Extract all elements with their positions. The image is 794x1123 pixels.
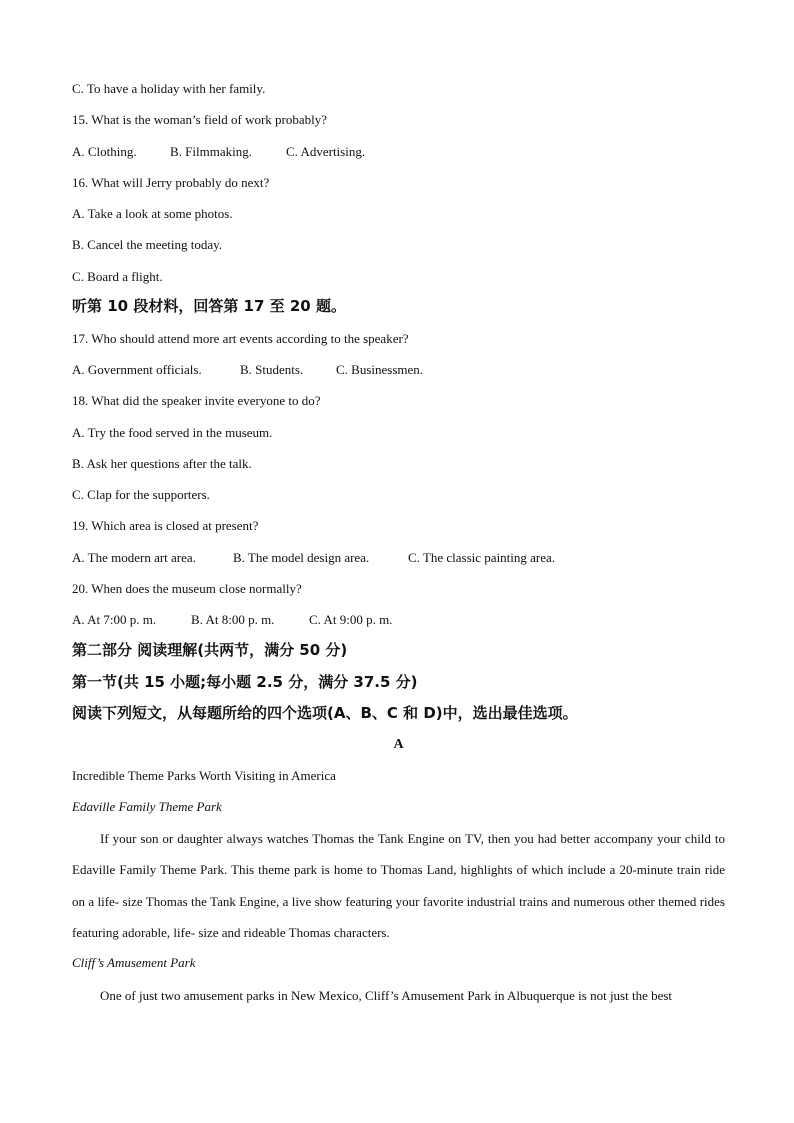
q14-option-c: C. To have a holiday with her family. xyxy=(72,81,266,96)
q20-options xyxy=(72,612,392,628)
reading-instruction: 阅读下列短文，从每题所给的四个选项(A、B、C 和 D)中，选出最佳选项。 xyxy=(72,704,578,722)
q18-option-b: B. Ask her questions after the talk. xyxy=(72,456,252,471)
passage-title: Incredible Theme Parks Worth Visiting in America xyxy=(72,768,336,783)
park1-name: Edaville Family Theme Park xyxy=(72,799,222,814)
q18-option-c: C. Clap for the supporters. xyxy=(72,487,210,502)
q18-question: 18. What did the speaker invite everyone to do? xyxy=(72,393,321,408)
q19-option-a: A. The modern art area. xyxy=(72,550,196,565)
q17-option-b: B. Students. xyxy=(240,362,304,377)
q19-option-c: C. The classic painting area. xyxy=(408,550,556,565)
q15-option-b: B. Filmmaking. xyxy=(170,144,252,159)
q15-options xyxy=(72,144,365,160)
q20-option-c: C. At 9:00 p. m. xyxy=(309,612,393,627)
park1-paragraph: If your son or daughter always watches Thomas the Tank Engine on TV, then you had better accompany your child to Edaville Family Theme Park. This theme park is home to Thomas Land, highlights of which include a 20-minute train ride on a life- size Thomas the Tank Engine, a live show featuring your favorite industrial trains and numerous other themed rides featuring adorable, life- size and rideable Thomas characters. xyxy=(72,831,725,940)
q19-question: 19. Which area is closed at present? xyxy=(72,518,259,533)
q16-option-b: B. Cancel the meeting today. xyxy=(72,237,223,252)
park2-name: Cliff’s Amusement Park xyxy=(72,955,196,970)
q17-option-a: A. Government officials. xyxy=(72,362,202,377)
q19-option-b: B. The model design area. xyxy=(233,550,370,565)
q16-option-a: A. Take a look at some photos. xyxy=(72,206,233,221)
part-two-heading: 第二部分 阅读理解(共两节，满分 50 分) xyxy=(72,641,348,659)
q18-option-a: A. Try the food served in the museum. xyxy=(72,425,273,440)
q15-option-a: A. Clothing. xyxy=(72,144,137,159)
q16-question: 16. What will Jerry probably do next? xyxy=(72,175,270,190)
q17-option-c: C. Businessmen. xyxy=(336,362,424,377)
section-10-heading: 听第 10 段材料，回答第 17 至 20 题。 xyxy=(72,297,346,315)
q17-question: 17. Who should attend more art events according to the speaker? xyxy=(72,331,409,346)
passage-label: A xyxy=(393,737,404,752)
q16-option-c: C. Board a flight. xyxy=(72,269,163,284)
q15-option-c: C. Advertising. xyxy=(286,144,366,159)
park2-paragraph: One of just two amusement parks in New Mexico, Cliff’s Amusement Park in Albuquerque is not just the best xyxy=(100,988,673,1003)
q17-options xyxy=(72,362,423,378)
q15-question: 15. What is the woman’s field of work probably? xyxy=(72,112,328,127)
q20-question: 20. When does the museum close normally? xyxy=(72,581,302,596)
q19-options xyxy=(72,550,555,566)
q20-option-b: B. At 8:00 p. m. xyxy=(191,612,275,627)
q20-option-a: A. At 7:00 p. m. xyxy=(72,612,157,627)
section-one-heading: 第一节(共 15 小题;每小题 2.5 分，满分 37.5 分) xyxy=(72,673,418,691)
